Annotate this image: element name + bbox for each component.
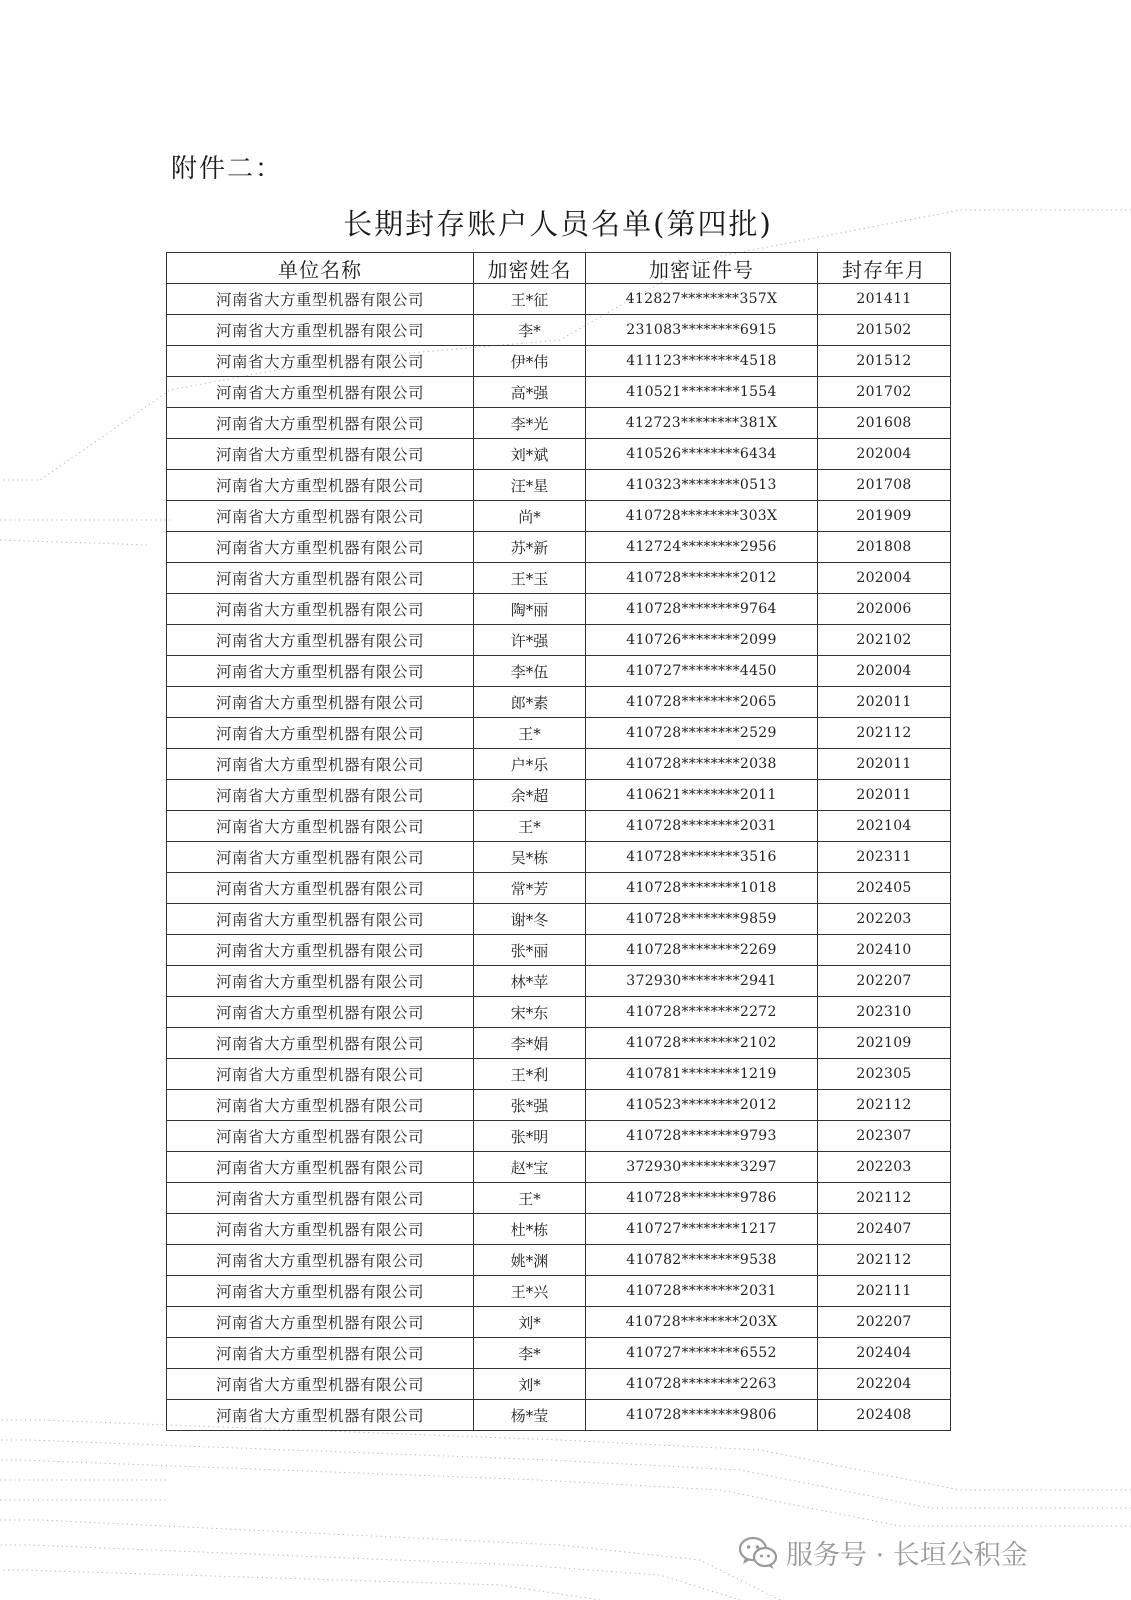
cell-id-number: 410621********2011 bbox=[586, 780, 818, 811]
table-row bbox=[167, 873, 951, 904]
cell-company: 河南省大方重型机器有限公司 bbox=[167, 1028, 474, 1059]
cell-name: 伊*伟 bbox=[474, 346, 586, 377]
table-row bbox=[167, 1028, 951, 1059]
cell-name: 陶*丽 bbox=[474, 594, 586, 625]
table-row bbox=[167, 408, 951, 439]
cell-sealed-month: 202111 bbox=[818, 1276, 951, 1307]
table-row bbox=[167, 377, 951, 408]
cell-company: 河南省大方重型机器有限公司 bbox=[167, 842, 474, 873]
cell-id-number: 372930********2941 bbox=[586, 966, 818, 997]
cell-id-number: 410728********2263 bbox=[586, 1369, 818, 1400]
cell-company: 河南省大方重型机器有限公司 bbox=[167, 1152, 474, 1183]
cell-sealed-month: 202011 bbox=[818, 687, 951, 718]
cell-sealed-month: 202004 bbox=[818, 563, 951, 594]
cell-sealed-month: 201608 bbox=[818, 408, 951, 439]
cell-company: 河南省大方重型机器有限公司 bbox=[167, 935, 474, 966]
cell-company: 河南省大方重型机器有限公司 bbox=[167, 408, 474, 439]
cell-name: 林*苹 bbox=[474, 966, 586, 997]
cell-company: 河南省大方重型机器有限公司 bbox=[167, 1276, 474, 1307]
cell-name: 李*娟 bbox=[474, 1028, 586, 1059]
cell-name: 王*兴 bbox=[474, 1276, 586, 1307]
cell-id-number: 372930********3297 bbox=[586, 1152, 818, 1183]
table-row bbox=[167, 780, 951, 811]
cell-sealed-month: 202104 bbox=[818, 811, 951, 842]
cell-company: 河南省大方重型机器有限公司 bbox=[167, 1121, 474, 1152]
cell-id-number: 412723********381X bbox=[586, 408, 818, 439]
cell-company: 河南省大方重型机器有限公司 bbox=[167, 1400, 474, 1431]
cell-id-number: 410728********2038 bbox=[586, 749, 818, 780]
cell-name: 张*明 bbox=[474, 1121, 586, 1152]
cell-id-number: 410526********6434 bbox=[586, 439, 818, 470]
cell-id-number: 412724********2956 bbox=[586, 532, 818, 563]
cell-sealed-month: 202112 bbox=[818, 718, 951, 749]
cell-company: 河南省大方重型机器有限公司 bbox=[167, 1059, 474, 1090]
cell-name: 王* bbox=[474, 811, 586, 842]
cell-company: 河南省大方重型机器有限公司 bbox=[167, 1369, 474, 1400]
cell-company: 河南省大方重型机器有限公司 bbox=[167, 284, 474, 315]
table-row bbox=[167, 1152, 951, 1183]
table-row bbox=[167, 718, 951, 749]
table-row bbox=[167, 904, 951, 935]
cell-sealed-month: 202109 bbox=[818, 1028, 951, 1059]
cell-name: 汪*星 bbox=[474, 470, 586, 501]
cell-id-number: 410521********1554 bbox=[586, 377, 818, 408]
table-row bbox=[167, 501, 951, 532]
cell-sealed-month: 202006 bbox=[818, 594, 951, 625]
cell-sealed-month: 202311 bbox=[818, 842, 951, 873]
cell-name: 王* bbox=[474, 718, 586, 749]
table-row bbox=[167, 1369, 951, 1400]
cell-company: 河南省大方重型机器有限公司 bbox=[167, 1245, 474, 1276]
cell-sealed-month: 202204 bbox=[818, 1369, 951, 1400]
cell-company: 河南省大方重型机器有限公司 bbox=[167, 594, 474, 625]
cell-name: 高*强 bbox=[474, 377, 586, 408]
cell-id-number: 410728********303X bbox=[586, 501, 818, 532]
table-row bbox=[167, 346, 951, 377]
cell-sealed-month: 202410 bbox=[818, 935, 951, 966]
cell-id-number: 410728********2269 bbox=[586, 935, 818, 966]
header-company: 单位名称 bbox=[167, 253, 474, 284]
cell-name: 王* bbox=[474, 1183, 586, 1214]
cell-company: 河南省大方重型机器有限公司 bbox=[167, 966, 474, 997]
cell-id-number: 410728********9786 bbox=[586, 1183, 818, 1214]
cell-sealed-month: 202305 bbox=[818, 1059, 951, 1090]
cell-company: 河南省大方重型机器有限公司 bbox=[167, 656, 474, 687]
cell-company: 河南省大方重型机器有限公司 bbox=[167, 1214, 474, 1245]
cell-company: 河南省大方重型机器有限公司 bbox=[167, 1307, 474, 1338]
cell-name: 刘* bbox=[474, 1369, 586, 1400]
cell-company: 河南省大方重型机器有限公司 bbox=[167, 1183, 474, 1214]
cell-company: 河南省大方重型机器有限公司 bbox=[167, 1338, 474, 1369]
cell-company: 河南省大方重型机器有限公司 bbox=[167, 532, 474, 563]
table-row bbox=[167, 1400, 951, 1431]
table-row bbox=[167, 1307, 951, 1338]
cell-sealed-month: 202203 bbox=[818, 904, 951, 935]
cell-sealed-month: 202112 bbox=[818, 1245, 951, 1276]
cell-sealed-month: 201502 bbox=[818, 315, 951, 346]
cell-name: 张*强 bbox=[474, 1090, 586, 1121]
cell-id-number: 410728********2031 bbox=[586, 811, 818, 842]
cell-id-number: 410728********2012 bbox=[586, 563, 818, 594]
sealed-accounts-table bbox=[166, 252, 951, 1431]
cell-sealed-month: 202203 bbox=[818, 1152, 951, 1183]
cell-sealed-month: 201512 bbox=[818, 346, 951, 377]
cell-name: 常*芳 bbox=[474, 873, 586, 904]
cell-sealed-month: 202102 bbox=[818, 625, 951, 656]
cell-sealed-month: 201411 bbox=[818, 284, 951, 315]
cell-id-number: 410781********1219 bbox=[586, 1059, 818, 1090]
cell-id-number: 411123********4518 bbox=[586, 346, 818, 377]
cell-sealed-month: 202004 bbox=[818, 439, 951, 470]
cell-company: 河南省大方重型机器有限公司 bbox=[167, 780, 474, 811]
cell-name: 杨*莹 bbox=[474, 1400, 586, 1431]
cell-id-number: 410728********9764 bbox=[586, 594, 818, 625]
header-id-number: 加密证件号 bbox=[586, 253, 818, 284]
cell-name: 苏*新 bbox=[474, 532, 586, 563]
cell-name: 杜*栋 bbox=[474, 1214, 586, 1245]
cell-name: 谢*冬 bbox=[474, 904, 586, 935]
table-row bbox=[167, 625, 951, 656]
cell-company: 河南省大方重型机器有限公司 bbox=[167, 563, 474, 594]
cell-sealed-month: 202207 bbox=[818, 966, 951, 997]
cell-sealed-month: 202310 bbox=[818, 997, 951, 1028]
table-row bbox=[167, 439, 951, 470]
cell-sealed-month: 202004 bbox=[818, 656, 951, 687]
table-row bbox=[167, 1276, 951, 1307]
cell-sealed-month: 202404 bbox=[818, 1338, 951, 1369]
wechat-icon bbox=[738, 1536, 778, 1570]
cell-company: 河南省大方重型机器有限公司 bbox=[167, 346, 474, 377]
cell-id-number: 410728********203X bbox=[586, 1307, 818, 1338]
cell-id-number: 410727********4450 bbox=[586, 656, 818, 687]
table-body bbox=[167, 284, 951, 1431]
cell-company: 河南省大方重型机器有限公司 bbox=[167, 1090, 474, 1121]
attachment-label: 附件二： bbox=[171, 154, 284, 184]
table-row bbox=[167, 656, 951, 687]
cell-id-number: 410726********2099 bbox=[586, 625, 818, 656]
table-row bbox=[167, 563, 951, 594]
table-row bbox=[167, 1338, 951, 1369]
cell-sealed-month: 202407 bbox=[818, 1214, 951, 1245]
cell-name: 户*乐 bbox=[474, 749, 586, 780]
table-row bbox=[167, 687, 951, 718]
cell-company: 河南省大方重型机器有限公司 bbox=[167, 997, 474, 1028]
cell-company: 河南省大方重型机器有限公司 bbox=[167, 687, 474, 718]
watermark bbox=[738, 1533, 1028, 1572]
cell-sealed-month: 202408 bbox=[818, 1400, 951, 1431]
cell-sealed-month: 202112 bbox=[818, 1090, 951, 1121]
cell-company: 河南省大方重型机器有限公司 bbox=[167, 873, 474, 904]
table-row bbox=[167, 470, 951, 501]
table-row bbox=[167, 1059, 951, 1090]
cell-company: 河南省大方重型机器有限公司 bbox=[167, 625, 474, 656]
table-row bbox=[167, 1245, 951, 1276]
cell-sealed-month: 202307 bbox=[818, 1121, 951, 1152]
cell-id-number: 410728********2529 bbox=[586, 718, 818, 749]
cell-sealed-month: 202011 bbox=[818, 749, 951, 780]
cell-sealed-month: 202405 bbox=[818, 873, 951, 904]
cell-company: 河南省大方重型机器有限公司 bbox=[167, 470, 474, 501]
cell-id-number: 231083********6915 bbox=[586, 315, 818, 346]
cell-sealed-month: 201702 bbox=[818, 377, 951, 408]
cell-id-number: 410728********9793 bbox=[586, 1121, 818, 1152]
cell-name: 李*伍 bbox=[474, 656, 586, 687]
cell-sealed-month: 202112 bbox=[818, 1183, 951, 1214]
cell-name: 刘* bbox=[474, 1307, 586, 1338]
cell-id-number: 410727********1217 bbox=[586, 1214, 818, 1245]
cell-name: 李*光 bbox=[474, 408, 586, 439]
cell-name: 尚* bbox=[474, 501, 586, 532]
cell-company: 河南省大方重型机器有限公司 bbox=[167, 439, 474, 470]
table-row bbox=[167, 284, 951, 315]
cell-sealed-month: 201808 bbox=[818, 532, 951, 563]
cell-name: 吴*栋 bbox=[474, 842, 586, 873]
cell-name: 余*超 bbox=[474, 780, 586, 811]
cell-sealed-month: 202011 bbox=[818, 780, 951, 811]
header-sealed-month: 封存年月 bbox=[818, 253, 951, 284]
cell-id-number: 412827********357X bbox=[586, 284, 818, 315]
cell-id-number: 410728********9859 bbox=[586, 904, 818, 935]
cell-name: 王*征 bbox=[474, 284, 586, 315]
cell-name: 李* bbox=[474, 315, 586, 346]
cell-id-number: 410728********1018 bbox=[586, 873, 818, 904]
cell-id-number: 410728********9806 bbox=[586, 1400, 818, 1431]
table-header-row bbox=[167, 253, 951, 284]
cell-company: 河南省大方重型机器有限公司 bbox=[167, 904, 474, 935]
cell-company: 河南省大方重型机器有限公司 bbox=[167, 377, 474, 408]
cell-name: 张*丽 bbox=[474, 935, 586, 966]
cell-id-number: 410728********2065 bbox=[586, 687, 818, 718]
table-row bbox=[167, 1183, 951, 1214]
table-row bbox=[167, 811, 951, 842]
table-row bbox=[167, 1121, 951, 1152]
document-title: 长期封存账户人员名单(第四批) bbox=[343, 207, 773, 241]
cell-sealed-month: 201708 bbox=[818, 470, 951, 501]
cell-id-number: 410323********0513 bbox=[586, 470, 818, 501]
cell-sealed-month: 202207 bbox=[818, 1307, 951, 1338]
watermark-text: 服务号 · 长垣公积金 bbox=[786, 1540, 1028, 1571]
cell-id-number: 410523********2012 bbox=[586, 1090, 818, 1121]
table-row bbox=[167, 315, 951, 346]
table-row bbox=[167, 532, 951, 563]
table-row bbox=[167, 966, 951, 997]
table-row bbox=[167, 1090, 951, 1121]
table-row bbox=[167, 935, 951, 966]
cell-name: 宋*东 bbox=[474, 997, 586, 1028]
cell-id-number: 410728********2272 bbox=[586, 997, 818, 1028]
cell-company: 河南省大方重型机器有限公司 bbox=[167, 315, 474, 346]
table-row bbox=[167, 749, 951, 780]
table-row bbox=[167, 997, 951, 1028]
cell-id-number: 410728********2102 bbox=[586, 1028, 818, 1059]
cell-id-number: 410782********9538 bbox=[586, 1245, 818, 1276]
table-row bbox=[167, 842, 951, 873]
cell-id-number: 410727********6552 bbox=[586, 1338, 818, 1369]
header-name: 加密姓名 bbox=[474, 253, 586, 284]
cell-company: 河南省大方重型机器有限公司 bbox=[167, 749, 474, 780]
table-row bbox=[167, 1214, 951, 1245]
cell-name: 许*强 bbox=[474, 625, 586, 656]
cell-company: 河南省大方重型机器有限公司 bbox=[167, 501, 474, 532]
cell-company: 河南省大方重型机器有限公司 bbox=[167, 811, 474, 842]
cell-name: 王*利 bbox=[474, 1059, 586, 1090]
cell-name: 郎*素 bbox=[474, 687, 586, 718]
cell-name: 赵*宝 bbox=[474, 1152, 586, 1183]
cell-sealed-month: 201909 bbox=[818, 501, 951, 532]
cell-name: 姚*渊 bbox=[474, 1245, 586, 1276]
cell-name: 李* bbox=[474, 1338, 586, 1369]
cell-company: 河南省大方重型机器有限公司 bbox=[167, 718, 474, 749]
cell-id-number: 410728********3516 bbox=[586, 842, 818, 873]
table-row bbox=[167, 594, 951, 625]
cell-id-number: 410728********2031 bbox=[586, 1276, 818, 1307]
cell-name: 刘*斌 bbox=[474, 439, 586, 470]
cell-name: 王*玉 bbox=[474, 563, 586, 594]
